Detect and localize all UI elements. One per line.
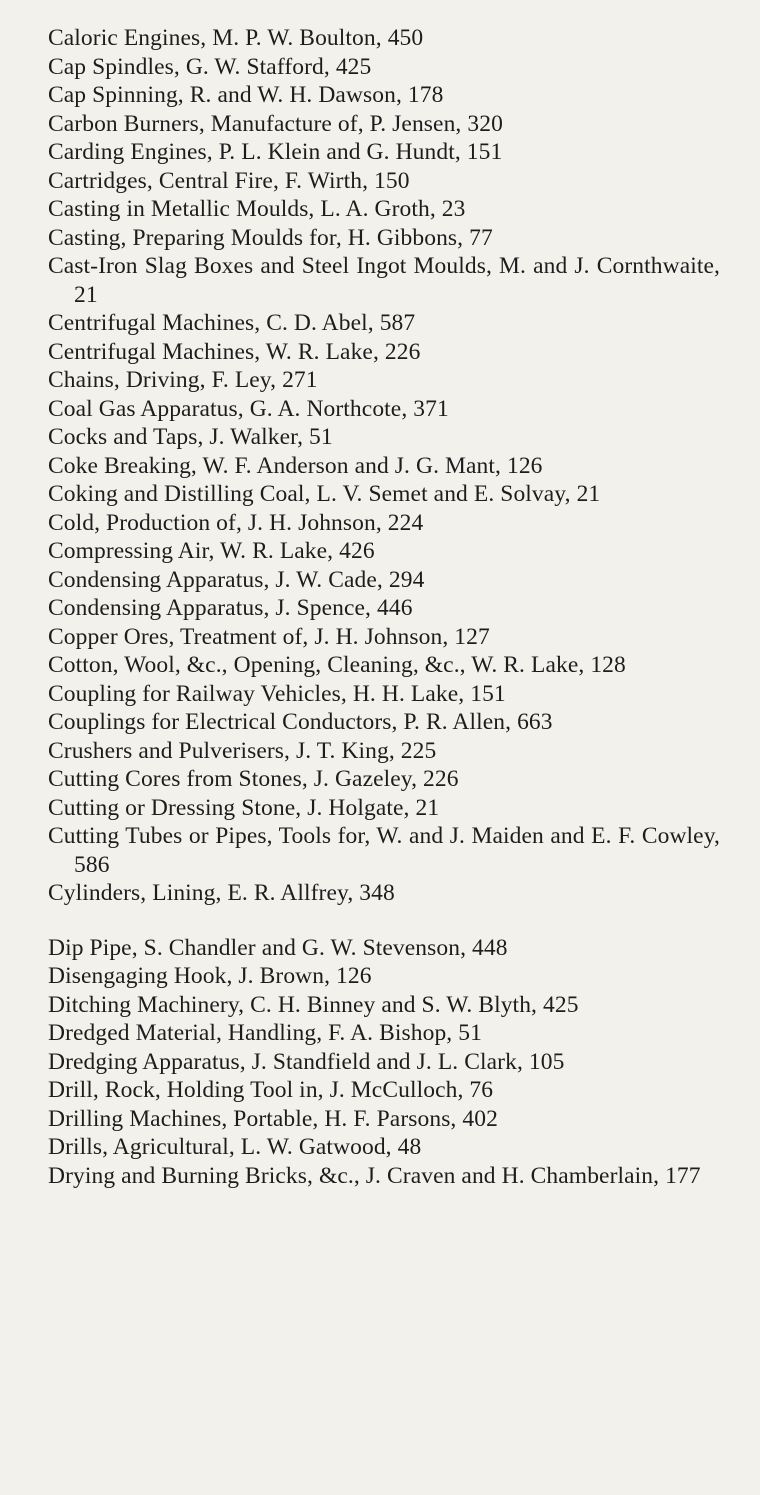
index-entry: Centrifugal Machines, C. D. Abel, 587 — [48, 310, 416, 336]
index-group-c — [48, 24, 720, 908]
index-entry: Dredging Apparatus, J. Standfield and J. L. Clark, 105 — [48, 1048, 565, 1075]
index-entry: Coking and Distilling Coal, L. V. Semet and E. Solvay, 21 — [48, 481, 601, 507]
index-entry: Casting in Metallic Moulds, L. A. Groth, 23 — [48, 196, 466, 222]
index-entry: Coal Gas Apparatus, G. A. Northcote, 371 — [48, 395, 449, 422]
index-entry: Condensing Apparatus, J. Spence, 446 — [48, 595, 413, 621]
index-entry: Chains, Driving, F. Ley, 271 — [48, 367, 318, 393]
index-entry: Cartridges, Central Fire, F. Wirth, 150 — [48, 167, 410, 194]
index-entry: Cocks and Taps, J. Walker, 51 — [48, 424, 333, 450]
index-entry: Cutting or Dressing Stone, J. Holgate, 21 — [48, 794, 440, 821]
index-entry: Carbon Burners, Manufacture of, P. Jensen, 320 — [48, 110, 503, 137]
index-entry: Cotton, Wool, &c., Opening, Cleaning, &c., W. R. Lake, 128 — [48, 652, 626, 678]
index-entry: Dredged Material, Handling, F. A. Bishop, 51 — [48, 1020, 482, 1046]
index-entry: Caloric Engines, M. P. W. Boulton, 450 — [48, 25, 424, 51]
index-entry: Disengaging Hook, J. Brown, 126 — [48, 963, 372, 989]
index-entry: Cutting Cores from Stones, J. Gazeley, 226 — [48, 766, 459, 792]
index-entry: Drill, Rock, Holding Tool in, J. McCulloch, 76 — [48, 1077, 494, 1103]
index-entry: Drills, Agricultural, L. W. Gatwood, 48 — [48, 1134, 422, 1160]
index-entry: Cap Spinning, R. and W. H. Dawson, 178 — [48, 82, 444, 108]
index-entry: Compressing Air, W. R. Lake, 426 — [48, 538, 375, 564]
index-entry: Casting, Preparing Moulds for, H. Gibbons, 77 — [48, 224, 493, 251]
index-entry: Coke Breaking, W. F. Anderson and J. G. Mant, 126 — [48, 452, 543, 479]
index-entry: Cap Spindles, G. W. Stafford, 425 — [48, 53, 372, 80]
index-entry: Cold, Production of, J. H. Johnson, 224 — [48, 509, 424, 536]
index-entry: Cylinders, Lining, E. R. Allfrey, 348 — [48, 880, 395, 906]
index-entry: Cast-Iron Slag Boxes and Steel Ingot Moulds, M. and J. Cornthwaite, 21 — [48, 253, 720, 308]
index-entry: Cutting Tubes or Pipes, Tools for, W. and J. Maiden and E. F. Cowley, 586 — [48, 823, 720, 878]
index-entry: Drilling Machines, Portable, H. F. Parsons, 402 — [48, 1105, 498, 1132]
index-entry: Ditching Machinery, C. H. Binney and S. W. Blyth, 425 — [48, 991, 579, 1018]
index-entry: Crushers and Pulverisers, J. T. King, 225 — [48, 737, 437, 764]
index-entry: Dip Pipe, S. Chandler and G. W. Stevenson, 448 — [48, 934, 508, 961]
index-group-d — [48, 934, 720, 1191]
index-entry: Drying and Burning Bricks, &c., J. Craven and H. Chamberlain, 177 — [48, 1162, 701, 1189]
index-entry: Centrifugal Machines, W. R. Lake, 226 — [48, 338, 421, 365]
index-entry: Coupling for Railway Vehicles, H. H. Lake, 151 — [48, 680, 506, 707]
index-entry: Carding Engines, P. L. Klein and G. Hundt, 151 — [48, 139, 503, 165]
index-entry: Condensing Apparatus, J. W. Cade, 294 — [48, 566, 425, 593]
index-entry: Copper Ores, Treatment of, J. H. Johnson, 127 — [48, 623, 490, 650]
index-entry: Couplings for Electrical Conductors, P. R. Allen, 663 — [48, 709, 553, 735]
